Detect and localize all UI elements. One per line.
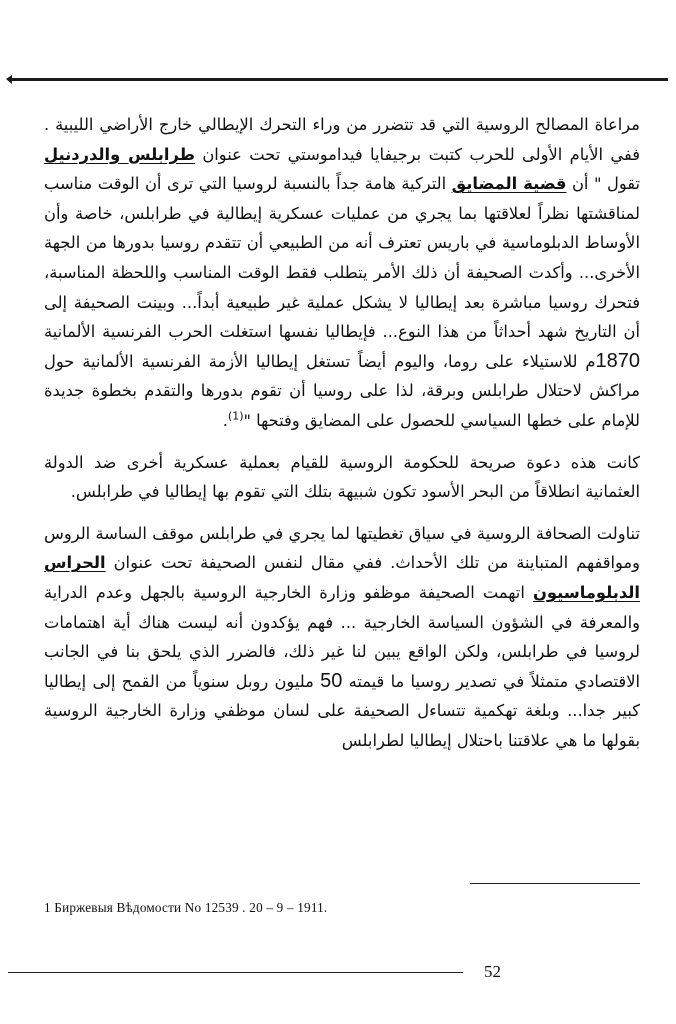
paragraph-1: [44, 110, 640, 436]
paragraph-text: اتهمت الصحيفة موظفو وزارة الخارجية الروسية بالجهل وعدم الدراية والمعرفة في الشؤون السياسة الخارجية ... فهم يؤكدون أنه ليست هناك أية اهتمامات لروسيا في طرابلس، ولكن الواقع يبين لنا غير ذلك، فالضرر الذي يلحق بنا في الجانب الاقتصادي متمثلاً في تصدير روسيا ما قيمته: [44, 582, 640, 691]
paragraph-text: تناولت الصحافة الروسية في سياق تغطيتها لما يجري في طرابلس موقف الساسة الروس ومواقفهم المتباينة من تلك الأحداث. ففي مقال لنفس الصحيفة تحت عنوان: [44, 523, 640, 573]
paragraph-text: مراعاة المصالح الروسية التي قد تتضرر من وراء التحرك الإيطالي خارج الأراضي الليبية . ففي الأيام الأولى للحرب كتبت برجيفايا فيداموستي تحت عنوان: [44, 115, 640, 164]
paragraph-text: تقول " أن: [566, 174, 640, 194]
article-phrase: قضية المضايق: [451, 174, 567, 194]
paragraph-text: التركية هامة جداً بالنسبة لروسيا التي ترى أن الوقت مناسب لمناقشتها نظراً لعلاقتها بما يجري من عمليات عسكرية إيطالية في طرابلس، خاصة وأن الأوساط الدبلوماسية في باريس تعترف أنه من الطبيعي أن تتقدم روسيا بدورها من الجهة الأخرى... وأكدت الصحيفة أن ذلك الأمر يتطلب فقط الوقت المناسب واللحظة المناسبة، فتحرك روسيا مباشرة بعد إيطاليا لا يشكل عملية غير طبيعية أبداً... وبينت الصحيفة إلى أن التاريخ شهد أحداثاً من هذا النوع... فإيطاليا نفسها استغلت الحرب الفرنسية الألمانية: [44, 174, 640, 342]
article-title: الحراس الدبلوماسيون: [44, 553, 640, 602]
footnote-reference: (1): [227, 409, 244, 423]
paragraph-text: .: [222, 410, 228, 430]
paragraph-3: [44, 519, 640, 756]
header-rule: [8, 78, 668, 81]
amount-number: 50: [320, 669, 343, 692]
paragraph-text: مليون روبل سنوياً من القمح إلى إيطاليا كبير جدا... وبلغة تهكمية تتساءل الصحيفة على لسان موظفي وزارة الخارجية الروسية بقولها ما هي علاقتنا باحتلال إيطاليا لطرابلس: [44, 671, 640, 750]
paragraph-text: م للاستيلاء على روما، واليوم أيضاً تستغل إيطاليا الأزمة الفرنسية الألمانية حول مراكش لاحتلال طرابلس وبرقة، لذا على روسيا أن تقوم بدورها والتقدم بخطوة جديدة للإمام على خطها السياسي للحصول على المضايق وفتحها ": [44, 351, 640, 430]
year-number: 1870: [595, 349, 640, 372]
page-number: 52: [484, 962, 501, 981]
footnote: 1 Биржевыя Вѣдомости No 12539 . 20 – 9 – 1911.: [44, 900, 328, 915]
body-text: [44, 110, 640, 755]
paragraph-2: كانت هذه دعوة صريحة للحكومة الروسية للقيام بعملية عسكرية أخرى ضد الدولة العثمانية انطلاقاً من البحر الأسود تكون شبيهة بتلك التي تقوم بها إيطاليا في طرابلس.: [44, 452, 640, 502]
footnote-rule: [470, 883, 640, 884]
article-title: طرابلس والدردنيل: [44, 144, 195, 164]
footer-rule: [8, 972, 463, 973]
